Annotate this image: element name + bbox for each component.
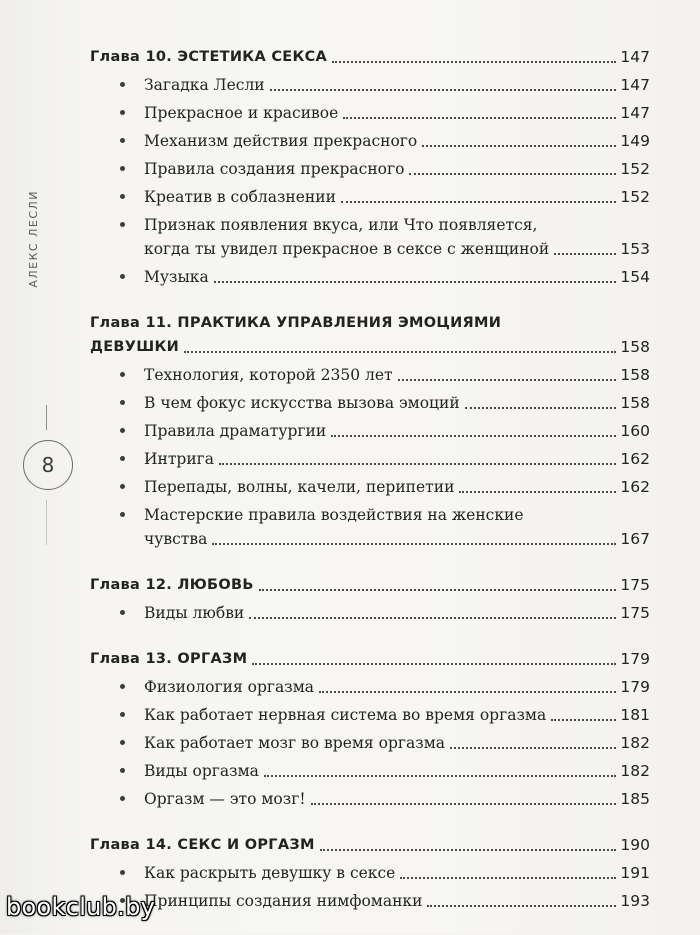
toc-entry [90,601,650,625]
toc-entry-row [144,731,650,755]
entry-title: Как работает нервная система во время оргазма [144,706,547,724]
bullet-icon [120,768,125,773]
entry-title-line: Признак появления вкуса, или Что появляется, [144,216,538,234]
entry-page-number: 149 [620,132,650,150]
toc-entry-row [144,391,650,415]
page-margin [0,0,90,934]
toc-entry [90,101,650,125]
toc-entry-body [120,363,650,387]
toc-entry-row [144,101,650,125]
bullet-icon [120,740,125,745]
entry-title: Как раскрыть девушку в сексе [144,864,396,882]
toc-entry-body [120,703,650,727]
bullet-icon [120,372,125,377]
toc-chapter [90,833,650,913]
leader-dots [341,200,616,203]
leader-dots [212,542,616,545]
leader-dots [331,434,616,437]
toc-entry-body [120,787,650,811]
entry-title: Интрига [144,450,215,468]
leader-dots [184,350,616,353]
leader-dots [264,774,617,777]
leader-dots [319,690,616,693]
toc-entry-row [144,237,650,261]
entry-page-number: 158 [620,366,650,384]
entry-title-line: Мастерские правила воздействия на женские [144,506,524,524]
table-of-contents [90,45,650,935]
leader-dots [259,588,617,591]
entry-page-number: 182 [620,734,650,752]
toc-entry-row [144,157,650,181]
bullet-icon [120,274,125,279]
entry-title: Загадка Лесли [144,76,265,94]
leader-dots [320,848,617,851]
entry-title: Виды любви [144,604,245,622]
toc-entry-body [120,759,650,783]
entry-page-number: 179 [620,678,650,696]
toc-entry [90,391,650,415]
chapter-heading [90,647,650,671]
toc-entry [90,787,650,811]
running-head-author: АЛЕКС ЛЕСЛИ [27,190,40,288]
toc-entry [90,213,650,261]
toc-entry [90,503,650,551]
toc-entry-row [144,861,650,885]
margin-rule-top [46,405,47,430]
toc-entry [90,419,650,443]
chapter-page-number: 190 [620,836,650,854]
chapter-page-number: 179 [620,650,650,668]
entry-title: чувства [144,530,208,548]
leader-dots [554,252,616,255]
toc-entry-row [144,475,650,499]
leader-dots [332,60,616,63]
toc-entry-body [120,213,650,261]
entry-page-number: 160 [620,422,650,440]
toc-entry-row [144,601,650,625]
toc-entry-row [144,419,650,443]
chapter-page-number: 175 [620,576,650,594]
entry-page-number: 158 [620,394,650,412]
leader-dots [214,280,617,283]
chapter-title: Глава 10. ЭСТЕТИКА СЕКСА [90,49,328,65]
toc-entry [90,73,650,97]
entry-page-number: 147 [620,104,650,122]
bullet-icon [120,456,125,461]
entry-title: Музыка [144,268,209,286]
entry-page-number: 191 [620,864,650,882]
margin-rule-bottom [46,500,47,545]
bullet-icon [120,484,125,489]
toc-entry-row [144,447,650,471]
toc-entry-row [144,675,650,699]
leader-dots [551,718,616,721]
chapter-heading [90,311,650,359]
toc-chapter [90,573,650,625]
entry-title: Креатив в соблазнении [144,188,336,206]
toc-entry-body [120,889,650,913]
entry-title: Принципы создания нимфоманки [144,892,423,910]
toc-entry-row [144,185,650,209]
entry-page-number: 153 [620,240,650,258]
leader-dots [219,462,616,465]
entry-title: Прекрасное и красивое [144,104,339,122]
toc-entry-row [144,759,650,783]
toc-entry-body [120,861,650,885]
chapter-heading [90,573,650,597]
entry-title: В чем фокус искусства вызова эмоций [144,394,460,412]
toc-chapter [90,45,650,289]
leader-dots [400,876,616,879]
toc-entry-body [120,101,650,125]
toc-entry-row [144,703,650,727]
entry-page-number: 152 [620,188,650,206]
chapter-title-line: Глава 11. ПРАКТИКА УПРАВЛЕНИЯ ЭМОЦИЯМИ [90,315,502,331]
toc-entry-row [144,265,650,289]
entry-title: Оргазм — это мозг! [144,790,306,808]
entry-title: Физиология оргазма [144,678,315,696]
chapter-title: Глава 13. ОРГАЗМ [90,651,248,667]
chapter-title-row [90,335,650,359]
chapter-heading [90,833,650,857]
toc-entry-body [120,185,650,209]
bullet-icon [120,870,125,875]
toc-entry-body [120,601,650,625]
chapter-title: Глава 12. ЛЮБОВЬ [90,577,254,593]
leader-dots [409,172,616,175]
bullet-icon [120,82,125,87]
bullet-icon [120,428,125,433]
entry-title: Механизм действия прекрасного [144,132,418,150]
bullet-icon [120,110,125,115]
entry-page-number: 147 [620,76,650,94]
toc-chapter [90,647,650,811]
toc-entry [90,447,650,471]
entry-page-number: 193 [620,892,650,910]
leader-dots [311,802,617,805]
entry-page-number: 167 [620,530,650,548]
chapter-page-number: 158 [620,338,650,356]
toc-entry [90,475,650,499]
bullet-icon [120,400,125,405]
toc-entry-body [120,419,650,443]
toc-entry-row [144,889,650,913]
toc-entry-row [144,363,650,387]
toc-entry-body [120,265,650,289]
entry-page-number: 181 [620,706,650,724]
chapter-title: ДЕВУШКИ [90,339,180,355]
entry-title: Виды оргазма [144,762,259,780]
toc-entry [90,731,650,755]
toc-entry [90,363,650,387]
leader-dots [398,378,617,381]
leader-dots [422,144,616,147]
entry-page-number: 182 [620,762,650,780]
leader-dots [343,116,616,119]
toc-entry-row [144,787,650,811]
entry-page-number: 152 [620,160,650,178]
toc-entry [90,889,650,913]
toc-entry-body [120,675,650,699]
chapter-title: Глава 14. СЕКС И ОРГАЗМ [90,837,315,853]
bullet-icon [120,166,125,171]
leader-dots [459,490,616,493]
leader-dots [249,616,616,619]
toc-entry [90,861,650,885]
entry-title: Правила драматургии [144,422,327,440]
toc-entry-body [120,731,650,755]
toc-entry-row [144,73,650,97]
toc-entry-body [120,391,650,415]
toc-entry-row [144,129,650,153]
entry-title: когда ты увидел прекрасное в сексе с женщиной [144,240,550,258]
entry-title: Перепады, волны, качели, перипетии [144,478,455,496]
entry-title: Технология, которой 2350 лет [144,366,393,384]
watermark: bookclub.by [6,893,156,921]
leader-dots [252,662,616,665]
toc-chapter [90,311,650,551]
toc-entry [90,265,650,289]
toc-entry-body [120,475,650,499]
toc-entry-body [120,447,650,471]
entry-title: Как работает мозг во время оргазма [144,734,445,752]
entry-title: Правила создания прекрасного [144,160,405,178]
bullet-icon [120,684,125,689]
entry-page-number: 175 [620,604,650,622]
bullet-icon [120,194,125,199]
leader-dots [450,746,616,749]
toc-entry-row [144,527,650,551]
bullet-icon [120,138,125,143]
entry-page-number: 162 [620,478,650,496]
bullet-icon [120,796,125,801]
toc-entry [90,129,650,153]
toc-entry-body [120,503,650,551]
entry-page-number: 162 [620,450,650,468]
page-number: 8 [23,440,73,490]
leader-dots [465,406,617,409]
bullet-icon [120,222,125,227]
leader-dots [270,88,617,91]
bullet-icon [120,712,125,717]
toc-entry [90,157,650,181]
toc-entry [90,759,650,783]
bullet-icon [120,610,125,615]
entry-page-number: 185 [620,790,650,808]
toc-entry-body [120,129,650,153]
entry-page-number: 154 [620,268,650,286]
toc-entry [90,185,650,209]
toc-entry [90,675,650,699]
toc-entry-body [120,157,650,181]
toc-entry-body [120,73,650,97]
bullet-icon [120,512,125,517]
chapter-heading [90,45,650,69]
leader-dots [427,904,616,907]
chapter-page-number: 147 [620,48,650,66]
toc-entry [90,703,650,727]
